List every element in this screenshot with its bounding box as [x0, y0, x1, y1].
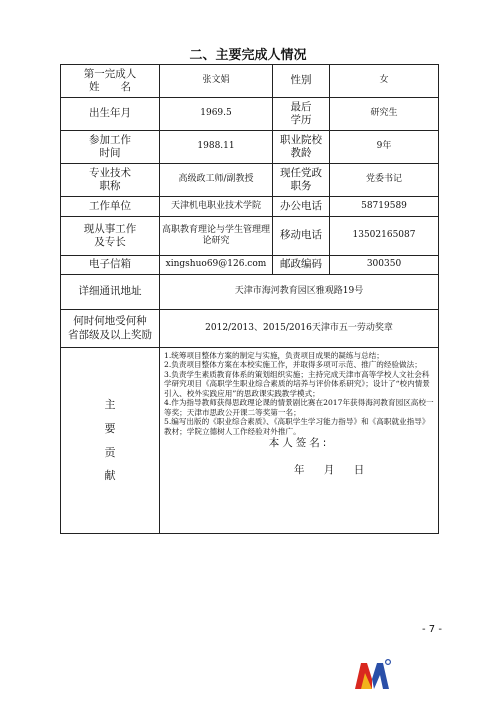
value-work-unit: 天津机电职业技术学院	[160, 197, 273, 217]
row-contributions	[61, 348, 439, 534]
label-work-start: 参加工作 时间	[61, 131, 160, 164]
label-teaching-years: 职业院校 教龄	[273, 131, 330, 164]
logo-blue-stroke	[372, 663, 389, 689]
label-award: 何时何地受何种 省部级及以上奖励	[61, 310, 160, 348]
label-address: 详细通讯地址	[61, 275, 160, 310]
row-address	[61, 275, 439, 310]
value-name: 张文娟	[160, 65, 273, 98]
row-work	[61, 131, 439, 164]
label-birth: 出生年月	[61, 98, 160, 131]
contribution-item: 3.负责学生素质教育体系的策划组织实施；主持完成天津市高等学校人文社会科学研究项目《高职学生职业综合素质的培养与评价体系研究》；设计了“校内情景引入、校外实践应用”的思政课实践教学模式；	[164, 369, 430, 398]
value-birth: 1969.5	[160, 98, 273, 131]
value-office-phone: 58719589	[330, 197, 439, 217]
value-work-start: 1988.11	[160, 131, 273, 164]
publisher-m-logo-icon	[352, 657, 392, 691]
value-zip: 300350	[330, 256, 439, 275]
contribution-item: 5.编写出版的《职业综合素质》、《高职学生学习能力指导》和《高职就业指导》教材；学院立德树人工作经验对外推广。	[164, 417, 430, 436]
label-office-phone: 办公电话	[273, 197, 330, 217]
label-specialty: 现从事工作 及专长	[61, 217, 160, 256]
signature-date	[164, 464, 434, 477]
label-contributions: 主 要 贡 献	[61, 348, 160, 534]
label-party-post: 现任党政 职务	[273, 164, 330, 197]
personnel-form-table	[60, 64, 439, 534]
value-teaching-years: 9年	[330, 131, 439, 164]
value-gender: 女	[330, 65, 439, 98]
date-day: 日	[353, 464, 365, 477]
value-mobile-phone: 13502165087	[330, 217, 439, 256]
value-specialty: 高职教育理论与学生管理理论研究	[160, 217, 273, 256]
value-award: 2012/2013、2015/2016天津市五一劳动奖章	[160, 310, 439, 348]
contributions-body	[160, 348, 439, 534]
label-zip: 邮政编码	[273, 256, 330, 275]
label-education: 最后 学历	[273, 98, 330, 131]
logo-dot	[386, 660, 391, 665]
value-address: 天津市海河教育园区雅观路19号	[160, 275, 439, 310]
label-professional-title: 专业技术 职称	[61, 164, 160, 197]
contribution-item: 4.作为指导教师获得思政理论课的情景剧比赛在2017年获得海河教育园区高校一等奖；天津市思政公开课二等奖第一名；	[164, 398, 434, 417]
value-party-post: 党委书记	[330, 164, 439, 197]
row-award	[61, 310, 439, 348]
row-specialty	[61, 217, 439, 256]
label-mobile-phone: 移动电话	[273, 217, 330, 256]
date-year: 年	[294, 464, 305, 477]
row-birth	[61, 98, 439, 131]
contribution-item: 2.负责项目整体方案在本校实施工作，并取得多项可示范、推广的经验做法；	[164, 360, 422, 370]
row-unit	[61, 197, 439, 217]
page-number: - 7 -	[422, 624, 442, 635]
date-month: 月	[323, 464, 335, 477]
row-title	[61, 164, 439, 197]
label-name: 第一完成人 姓 名	[61, 65, 160, 98]
row-email	[61, 256, 439, 275]
contribution-item: 1.统筹项目整体方案的制定与实施，负责项目成果的凝练与总结；	[164, 351, 384, 360]
label-gender: 性别	[273, 65, 330, 98]
row-name	[61, 65, 439, 98]
value-education: 研究生	[330, 98, 439, 131]
value-email: xingshuo69@126.com	[160, 256, 273, 275]
section-title: 二、主要完成人情况	[189, 48, 307, 63]
label-email: 电子信箱	[61, 256, 160, 275]
label-work-unit: 工作单位	[61, 197, 160, 217]
value-professional-title: 高级政工师/副教授	[160, 164, 273, 197]
signature-label: 本人签名:	[268, 437, 330, 450]
